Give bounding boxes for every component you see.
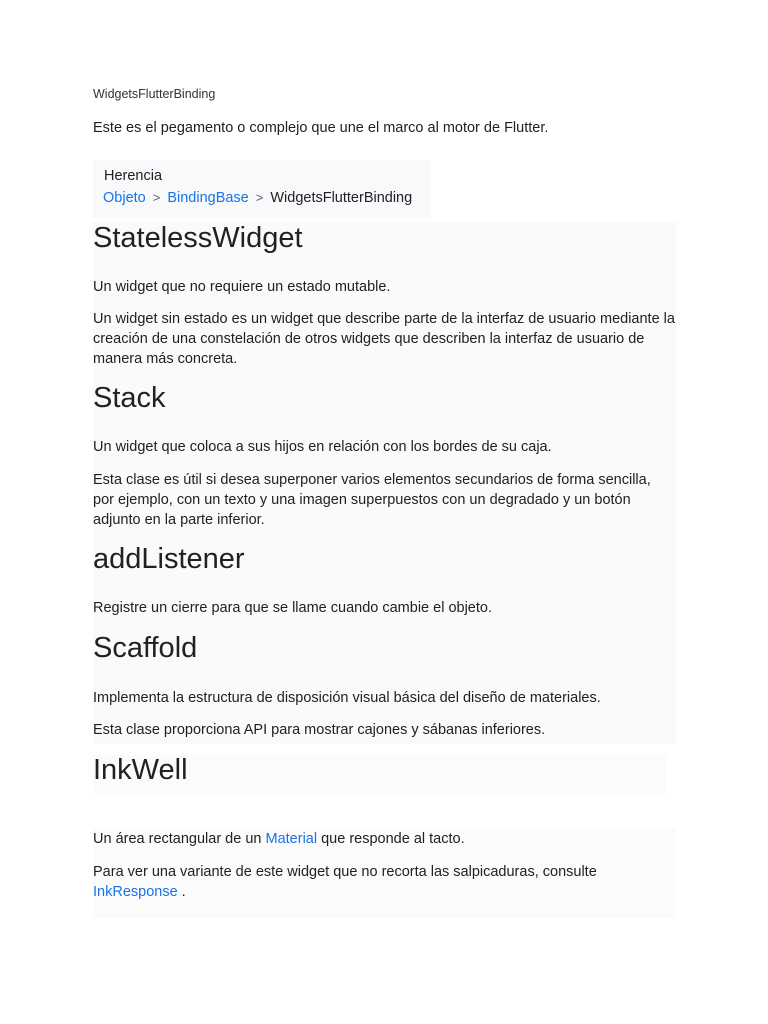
chevron-right-icon: > [255, 190, 264, 205]
crumb-current: WidgetsFlutterBinding [270, 190, 413, 206]
inheritance-label: Herencia [104, 168, 163, 184]
chevron-right-icon: > [152, 190, 161, 205]
scaffold-description: Esta clase proporciona API para mostrar cajones y sábanas inferiores. [93, 722, 546, 738]
inkwell-summary: Un área rectangular de un Material que responde al tacto. [93, 831, 465, 847]
addlistener-heading: addListener [93, 543, 245, 575]
scaffold-heading: Scaffold [93, 632, 198, 664]
inkwell-description: Para ver una variante de este widget que no recorta las salpicaduras, consulte InkResponse . [93, 864, 597, 900]
binding-title: WidgetsFlutterBinding [93, 87, 216, 101]
crumb-bindingbase-link[interactable]: BindingBase [167, 190, 249, 206]
stack-description: Esta clase es útil si desea superponer varios elementos secundarios de forma sencilla, por ejemplo, con un texto y una imagen superpuestos con un degradado y un botón adjunto en la parte inferior. [93, 472, 651, 528]
stack-summary: Un widget que coloca a sus hijos en relación con los bordes de su caja. [93, 439, 552, 455]
crumb-objeto-link[interactable]: Objeto [103, 190, 146, 206]
inkwell-heading: InkWell [93, 754, 188, 786]
stack-heading: Stack [93, 382, 166, 414]
breadcrumb [103, 190, 412, 206]
scaffold-summary: Implementa la estructura de disposición visual básica del diseño de materiales. [93, 690, 601, 706]
statelesswidget-summary: Un widget que no requiere un estado mutable. [93, 279, 391, 295]
statelesswidget-description: Un widget sin estado es un widget que describe parte de la interfaz de usuario mediante la creación de una constelación de otros widgets que describen la interfaz de usuario de manera más concreta. [93, 311, 675, 367]
statelesswidget-heading: StatelessWidget [93, 222, 303, 254]
material-link[interactable]: Material [265, 831, 318, 847]
addlistener-summary: Registre un cierre para que se llame cuando cambie el objeto. [93, 600, 492, 616]
inkresponse-link[interactable]: InkResponse [93, 884, 178, 900]
binding-description: Este es el pegamento o complejo que une el marco al motor de Flutter. [93, 120, 549, 136]
